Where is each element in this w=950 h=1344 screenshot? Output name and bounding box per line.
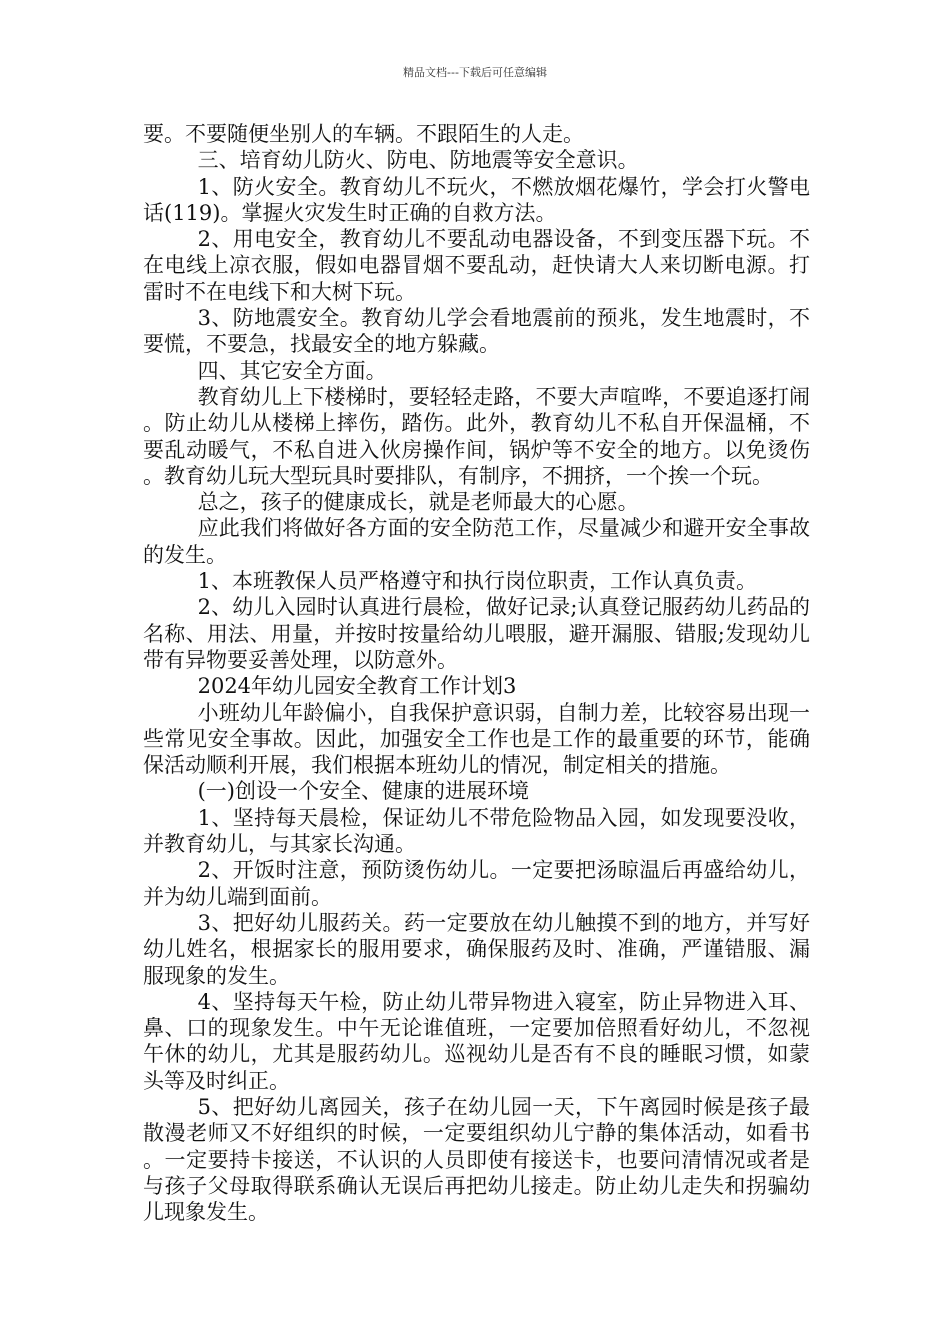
paragraph: 2024年幼儿园安全教育工作计划3 bbox=[197, 674, 517, 699]
paragraph: 1、坚持每天晨检，保证幼儿不带危险物品入园，如发现要没收，并教育幼儿，与其家长沟通。 bbox=[143, 805, 810, 857]
paragraph: 四、其它安全方面。 bbox=[197, 358, 387, 383]
paragraph: 2、幼儿入园时认真进行晨检，做好记录;认真登记服药幼儿药品的名称、用法、用量，并按时按量给幼儿喂服，避开漏服、错服;发现幼儿带有异物要妥善处理，以防意外。 bbox=[143, 595, 810, 672]
paragraph: 三、培育幼儿防火、防电、防地震等安全意识。 bbox=[197, 148, 639, 173]
paragraph: 3、防地震安全。教育幼儿学会看地震前的预兆，发生地震时，不要慌，不要急，找最安全的地方躲藏。 bbox=[143, 306, 810, 357]
page-header: 精品文档---下载后可任意编辑 bbox=[403, 66, 547, 79]
paragraph: 总之，孩子的健康成长，就是老师最大的心愿。 bbox=[197, 490, 639, 515]
paragraph: (一)创设一个安全、健康的进展环境 bbox=[197, 779, 529, 804]
paragraph: 小班幼儿年龄偏小，自我保护意识弱，自制力差，比较容易出现一些常见安全事故。因此，加强安全工作也是工作的最重要的环节，能确保活动顺利开展，我们根据本班幼儿的情况，制定相关的措施。 bbox=[143, 700, 810, 778]
paragraph: 1、防火安全。教育幼儿不玩火，不燃放烟花爆竹，学会打火警电话(119)。掌握火灾发生时正确的自救方法。 bbox=[143, 174, 810, 225]
paragraph: 1、本班教保人员严格遵守和执行岗位职责，工作认真负责。 bbox=[197, 569, 757, 594]
paragraph: 5、把好幼儿离园关，孩子在幼儿园一天，下午离园时候是孩子最散漫老师又不好组织的时候，一定要组织幼儿宁静的集体活动，如看书。一定要持卡接送，不认识的人员即使有接送卡，也要问清情况或者是与孩子父母取得联系确认无误后再把幼儿接走。防止幼儿走失和拐骗幼儿现象发生。 bbox=[143, 1094, 810, 1225]
document-body bbox=[143, 121, 810, 1225]
paragraph: 教育幼儿上下楼梯时，要轻轻走路，不要大声喧哗，不要追逐打闹。防止幼儿从楼梯上摔伤，踏伤。此外，教育幼儿不私自开保温桶，不要乱动暖气，不私自进入伙房操作间，锅炉等不安全的地方。以免烫伤。教育幼儿玩大型玩具时要排队，有制序，不拥挤，一个挨一个玩。 bbox=[143, 384, 810, 488]
paragraph: 2、开饭时注意，预防烫伤幼儿。一定要把汤晾温后再盛给幼儿，并为幼儿端到面前。 bbox=[143, 858, 810, 909]
paragraph: 4、坚持每天午检，防止幼儿带异物进入寝室，防止异物进入耳、鼻、口的现象发生。中午无论谁值班，一定要加倍照看好幼儿，不忽视午休的幼儿，尤其是服药幼儿。巡视幼儿是否有不良的睡眠习惯，如蒙头等及时纠正。 bbox=[143, 989, 810, 1093]
paragraph: 应此我们将做好各方面的安全防范工作，尽量减少和避开安全事故的发生。 bbox=[143, 516, 810, 567]
paragraph: 2、用电安全，教育幼儿不要乱动电器设备，不到变压器下玩。不在电线上凉衣服，假如电器冒烟不要乱动，赶快请大人来切断电源。打雷时不在电线下和大树下玩。 bbox=[143, 227, 810, 304]
paragraph: 要。不要随便坐别人的车辆。不跟陌生的人走。 bbox=[143, 122, 584, 146]
paragraph: 3、把好幼儿服药关。药一定要放在幼儿触摸不到的地方，并写好幼儿姓名，根据家长的服用要求，确保服药及时、准确，严谨错服、漏服现象的发生。 bbox=[143, 910, 810, 988]
